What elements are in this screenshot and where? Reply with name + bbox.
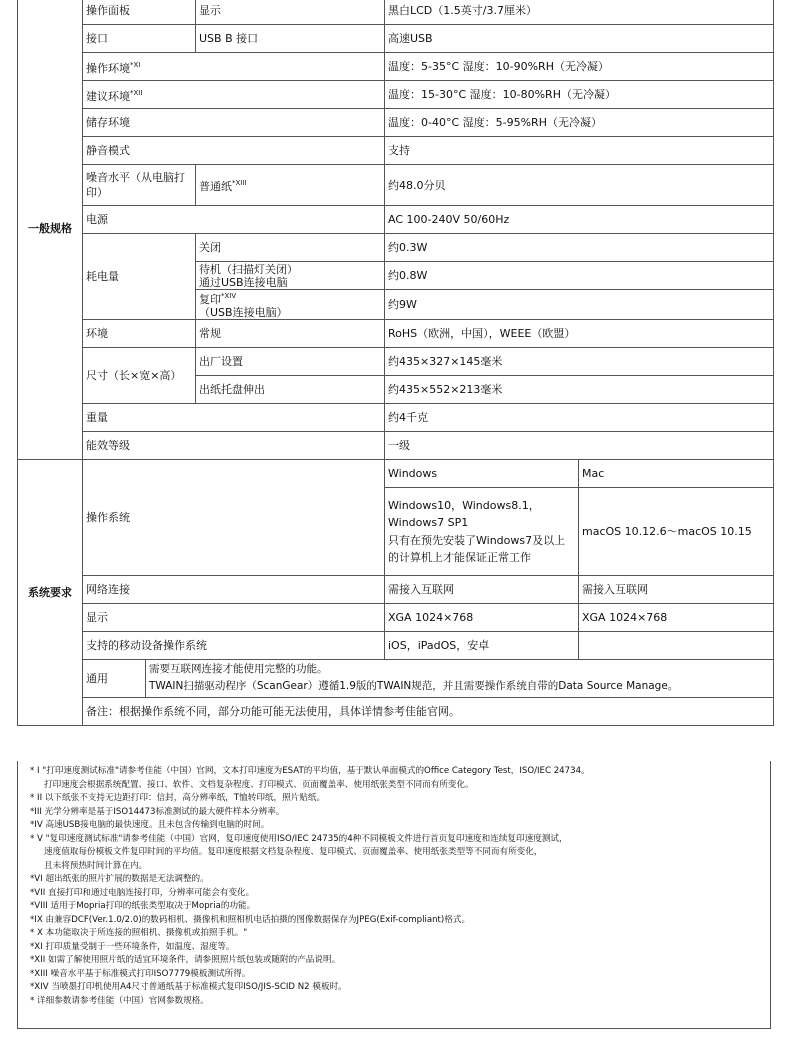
footnote-mark: *XII	[130, 88, 143, 97]
footnote-line: * I "打印速度测试标准"请参考佳能（中国）官网，文本打印速度为ESAT的平均值，基于默认单面模式的Office Category Test，ISO/IEC 24734。	[30, 766, 590, 776]
row-value: AC 100-240V 50/60Hz	[385, 206, 774, 234]
footnote-line: *IV 高速USB接电脑的最快速度。且未包含传输到电脑的时间。	[30, 820, 270, 830]
table-row	[18, 660, 774, 698]
row-label	[83, 53, 385, 81]
remark-row: 备注：根据操作系统不同，部分功能可能无法使用，具体详情参考佳能官网。	[83, 698, 774, 726]
windows-os-value	[385, 488, 579, 576]
os-line: 只有在预先安装了Windows7及以上	[388, 533, 566, 547]
row-value: 黑白LCD（1.5英寸/3.7厘米）	[385, 0, 774, 25]
footnote-line: *XIII 噪音水平基于标准模式打印ISO7779模板测试所得。	[30, 968, 251, 979]
table-row	[18, 137, 774, 165]
row-label: 操作系统	[83, 460, 385, 576]
footnote-mark: *XIV	[221, 292, 237, 300]
footnote-line: * II 以下纸张不支持无边距打印：信封，高分辨率纸，T恤转印纸，照片贴纸。	[30, 793, 326, 803]
row-sublabel	[196, 165, 385, 206]
row-label: 显示	[83, 604, 385, 632]
row-value: 约9W	[385, 290, 774, 320]
footnote-line: *XI 打印质量受制于一些环境条件，如温度、湿度等。	[30, 941, 235, 952]
row-label: 能效等级	[83, 432, 385, 460]
table-row	[18, 234, 774, 262]
row-label: 噪音水平（从电脑打印）	[83, 165, 196, 206]
row-sublabel	[196, 262, 385, 290]
table-row	[18, 698, 774, 726]
os-line: 的计算机上才能保证正常工作	[388, 551, 531, 564]
row-label: 环境	[83, 320, 196, 348]
row-value: 温度：15-30°C 湿度：10-80%RH（无冷凝）	[385, 81, 774, 109]
table-row	[18, 206, 774, 234]
row-value: 一级	[385, 432, 774, 460]
table-row	[18, 320, 774, 348]
label-line: （USB连接电脑）	[199, 306, 288, 319]
general-line: TWAIN扫描驱动程序（ScanGear）遵循1.9版的TWAIN规范，并且需要操作系统自带的Data Source Manage。	[149, 680, 679, 692]
table-row	[18, 53, 774, 81]
label-text: 建议环境	[86, 89, 130, 103]
row-value: 约435×552×213毫米	[385, 376, 774, 404]
footnote-line: * X 本功能取决于所连接的照相机、摄像机或拍照手机。"	[30, 928, 248, 938]
table-row	[18, 632, 774, 660]
label-text: 操作环境	[86, 61, 130, 75]
mac-value: XGA 1024×768	[579, 604, 774, 632]
row-label: 耗电量	[83, 234, 196, 320]
footnote-line: *III 光学分辨率是基于ISO14473标准测试的最大硬件样本分辨率。	[30, 806, 285, 817]
footnote-line: *XII 如需了解使用照片纸的适宜环境条件，请参照照片纸包装或随附的产品说明。	[30, 955, 341, 965]
table-row	[18, 460, 774, 488]
row-value: 温度：0-40°C 湿度：5-95%RH（无冷凝）	[385, 109, 774, 137]
row-value: 约0.3W	[385, 234, 774, 262]
row-sublabel: USB B 接口	[196, 25, 385, 53]
footnote-line: *VI 超出纸张的照片扩展的数据是无法调整的。	[30, 874, 209, 884]
windows-value: XGA 1024×768	[385, 604, 579, 632]
table-row	[18, 81, 774, 109]
footnote-line: * 详细参数请参考佳能（中国）官网参数规格。	[30, 995, 209, 1006]
table-row	[18, 404, 774, 432]
row-label: 网络连接	[83, 576, 385, 604]
row-value: RoHS（欧洲，中国），WEEE（欧盟）	[385, 320, 774, 348]
row-label: 支持的移动设备操作系统	[83, 632, 385, 660]
footnote-line: *VIII 适用于Mopria打印的纸张类型取决于Mopria的功能。	[30, 901, 256, 911]
table-row	[18, 348, 774, 376]
table-row	[18, 25, 774, 53]
row-sublabel	[196, 290, 385, 320]
row-value: 约0.8W	[385, 262, 774, 290]
footnote-line: *XIV 当喷墨打印机使用A4尺寸普通纸基于标准模式复印ISO/JIS-SCID N2 模板时。	[30, 982, 347, 992]
row-sublabel: 出厂设置	[196, 348, 385, 376]
table-row	[18, 0, 774, 25]
row-label: 储存环境	[83, 109, 385, 137]
row-value: 约48.0分贝	[385, 165, 774, 206]
label-line: 通过USB连接电脑	[199, 275, 288, 289]
table-row	[18, 576, 774, 604]
label-text: 普通纸	[199, 180, 232, 193]
footnotes	[17, 761, 771, 1029]
row-label: 通用	[83, 660, 146, 697]
footnote-line: 速度值取每份模板文件复印时间的平均值。复印速度根据文档复杂程度、复印模式、页面覆盖率、使用纸张类型等不同而有所变化，	[44, 847, 543, 857]
general-line: 需要互联网连接才能使用完整的功能。	[149, 663, 328, 675]
windows-column-header: Windows	[385, 460, 579, 488]
spec-table	[17, 0, 774, 726]
section-system-label: 系统要求	[18, 460, 83, 726]
footnote-mark: *XIII	[232, 179, 247, 187]
mac-value	[579, 632, 774, 660]
row-sublabel: 常规	[196, 320, 385, 348]
windows-value: 需接入互联网	[385, 576, 579, 604]
table-row	[18, 109, 774, 137]
general-value	[146, 660, 773, 697]
footnote-line: *IX 由兼容DCF(Ver.1.0/2.0)的数码相机、摄像机和照相机电话拍摄的图像数据保存为JPEG(Exif-compliant)格式。	[30, 914, 471, 925]
row-label	[83, 81, 385, 109]
footnote-line: 打印速度会根据系统配置、接口、软件、文档复杂程度、打印模式、页面覆盖率、使用纸张类型不同而有所变化。	[44, 779, 474, 790]
row-sublabel: 出纸托盘伸出	[196, 376, 385, 404]
row-label: 静音模式	[83, 137, 385, 165]
general-inner	[83, 660, 773, 697]
row-label: 重量	[83, 404, 385, 432]
row-value: 约4千克	[385, 404, 774, 432]
row-sublabel: 关闭	[196, 234, 385, 262]
footnote-mark: *XI	[130, 60, 141, 69]
general-cell	[83, 660, 774, 698]
windows-value: iOS，iPadOS，安卓	[385, 632, 579, 660]
row-value: 约435×327×145毫米	[385, 348, 774, 376]
footnote-line: *VII 直接打印和通过电脑连接打印，分辨率可能会有变化。	[30, 887, 255, 898]
table-row	[18, 165, 774, 206]
table-row	[18, 604, 774, 632]
row-value: 支持	[385, 137, 774, 165]
row-sublabel: 显示	[196, 0, 385, 25]
footnote-line: 且未将预热时间计算在内。	[44, 860, 148, 871]
row-label: 尺寸（长×宽×高）	[83, 348, 196, 404]
mac-value: 需接入互联网	[579, 576, 774, 604]
row-value: 高速USB	[385, 25, 774, 53]
os-line: Windows10，Windows8.1，	[388, 498, 540, 512]
label-text: 复印	[199, 293, 221, 306]
mac-os-value: macOS 10.12.6～macOS 10.15	[579, 488, 774, 576]
footnote-line: * V "复印速度测试标准"请参考佳能（中国）官网，复印速度使用ISO/IEC 24735的4种不同模板文件进行首页复印速度和连续复印速度测试，	[30, 833, 568, 844]
table-row	[18, 432, 774, 460]
os-line: Windows7 SP1	[388, 516, 469, 529]
row-label: 电源	[83, 206, 385, 234]
section-general-label: 一般规格	[18, 0, 83, 460]
row-value: 温度：5-35°C 湿度：10-90%RH（无冷凝）	[385, 53, 774, 81]
label-line: 待机（扫描灯关闭）	[199, 262, 298, 276]
row-label: 接口	[83, 25, 196, 53]
mac-column-header: Mac	[579, 460, 774, 488]
row-label: 操作面板	[83, 0, 196, 25]
